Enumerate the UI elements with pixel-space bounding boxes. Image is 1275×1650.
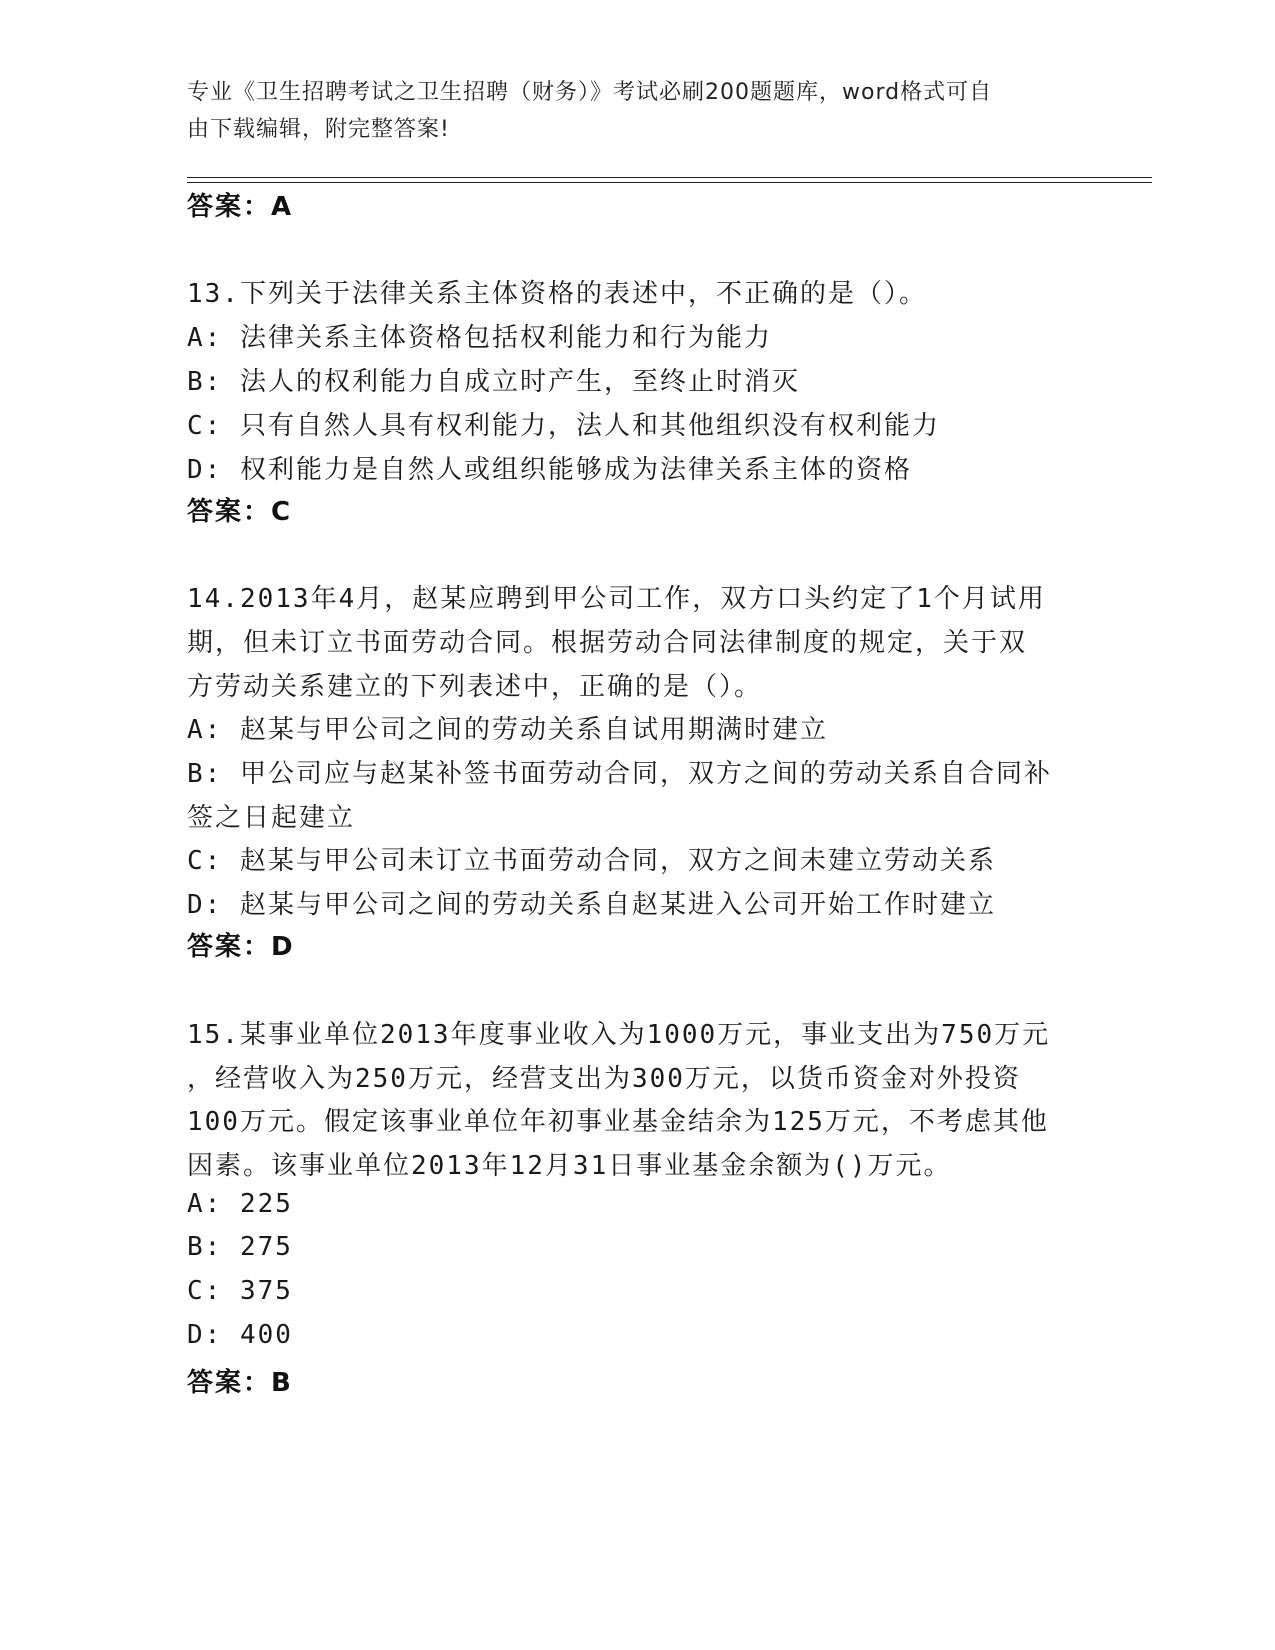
answer-q14: 答案：D <box>187 932 295 962</box>
q13-option-b: B: 法人的权利能力自成立时产生，至终止时消灭 <box>187 367 800 397</box>
q15-option-b: B: 275 <box>187 1232 293 1262</box>
q15-option-d: D: 400 <box>187 1320 293 1350</box>
q14-option-c: C: 赵某与甲公司未订立书面劳动合同，双方之间未建立劳动关系 <box>187 846 996 876</box>
q15-stem-line-1: 15.某事业单位2013年度事业收入为1000万元，事业支出为750万元 <box>187 1020 1051 1050</box>
answer-q13: 答案：C <box>187 497 293 527</box>
header-divider-bottom <box>187 182 1152 183</box>
q14-option-d: D: 赵某与甲公司之间的劳动关系自赵某进入公司开始工作时建立 <box>187 890 996 920</box>
q14-stem-line-3: 方劳动关系建立的下列表述中，正确的是（）。 <box>187 672 763 702</box>
q14-stem-line-1: 14.2013年4月，赵某应聘到甲公司工作，双方口头约定了1个月试用 <box>187 584 1046 614</box>
q13-stem: 13.下列关于法律关系主体资格的表述中，不正确的是（）。 <box>187 279 927 309</box>
q14-option-a: A: 赵某与甲公司之间的劳动关系自试用期满时建立 <box>187 715 828 745</box>
q13-option-d: D: 权利能力是自然人或组织能够成为法律关系主体的资格 <box>187 455 912 485</box>
header-divider-top <box>187 177 1152 178</box>
q14-option-b-line-2: 签之日起建立 <box>187 803 356 833</box>
q13-option-a: A: 法律关系主体资格包括权利能力和行为能力 <box>187 323 772 353</box>
header-line-2: 由下载编辑，附完整答案! <box>187 117 450 142</box>
q15-stem-line-2: ，经营收入为250万元，经营支出为300万元，以货币资金对外投资 <box>187 1064 1021 1094</box>
header-line-1: 专业《卫生招聘考试之卫生招聘（财务）》考试必刷200题题库，word格式可自 <box>187 80 993 105</box>
q13-option-c: C: 只有自然人具有权利能力，法人和其他组织没有权利能力 <box>187 411 940 441</box>
q15-option-a: A: 225 <box>187 1189 293 1219</box>
answer-q15: 答案：B <box>187 1368 293 1398</box>
q15-stem-line-4: 因素。该事业单位2013年12月31日事业基金余额为()万元。 <box>187 1151 952 1181</box>
q15-option-c: C: 375 <box>187 1276 293 1306</box>
q14-stem-line-2: 期，但未订立书面劳动合同。根据劳动合同法律制度的规定，关于双 <box>187 628 1028 658</box>
q15-stem-line-3: 100万元。假定该事业单位年初事业基金结余为125万元，不考虑其他 <box>187 1107 1049 1137</box>
answer-q12: 答案：A <box>187 192 294 222</box>
q14-option-b-line-1: B: 甲公司应与赵某补签书面劳动合同，双方之间的劳动关系自合同补 <box>187 759 1052 789</box>
document-header <box>187 74 1067 148</box>
